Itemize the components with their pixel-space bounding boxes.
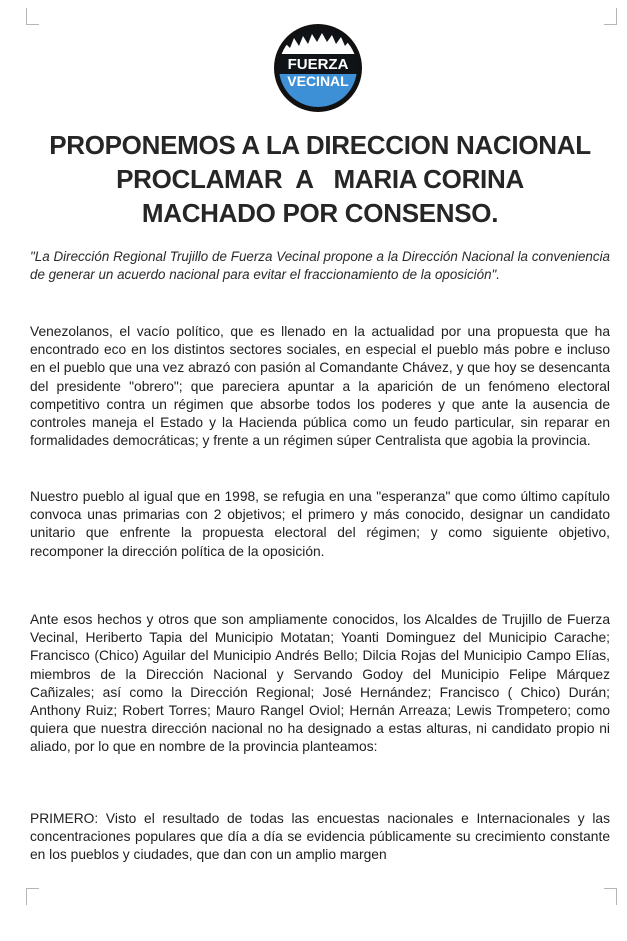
headline-line-2: PROCLAMAR A MARIA CORINA <box>116 164 524 194</box>
crop-mark-top-left <box>26 8 39 25</box>
logo-text-vecinal: VECINAL <box>287 73 349 89</box>
paragraph-primero: PRIMERO: Visto el resultado de todas las encuestas nacionales e Internacionales y las concentraciones populares que día a día se evidencia públicamente su crecimiento constante en los pueblos y ciudades, que dan con un amplio margen <box>30 811 610 863</box>
crop-mark-bottom-right <box>604 888 617 905</box>
fuerza-vecinal-logo <box>272 24 364 112</box>
crop-mark-top-right <box>604 8 617 25</box>
headline <box>20 128 620 230</box>
crop-mark-bottom-left <box>26 888 39 905</box>
headline-line-1: PROPONEMOS A LA DIRECCION NACIONAL <box>49 130 591 160</box>
paragraph-1: Venezolanos, el vacío político, que es llenado en la actualidad por una propuesta que ha encontrado eco en los distintos sectores sociales, en especial el pueblo más pobre e incluso en el pueblo que una vez abrazó con pasión al Comandante Chávez, y que hoy se desencanta del presidente "obrero"; que pareciera apuntar a la aparición de un fenómeno electoral competitivo contra un régimen que absorbe todos los poderes y que ante la ausencia de controles maneja el Estado y la Hacienda pública como un feudo particular, sin reparar en formalidades democráticas; y frente a un régimen súper Centralista que agobia la provincia. <box>30 324 610 449</box>
headline-line-3: MACHADO POR CONSENSO. <box>141 198 499 228</box>
intro-quote: "La Dirección Regional Trujillo de Fuerza Vecinal propone a la Dirección Nacional la conveniencia de generar un acuerdo nacional para evitar el fraccionamiento de la oposición". <box>30 249 610 282</box>
paragraph-3: Ante esos hechos y otros que son ampliamente conocidos, los Alcaldes de Trujillo de Fuerza Vecinal, Heriberto Tapia del Municipio Motatan; Yoanti Dominguez del Municipio Carache; Francisco (Chico) Aguilar del Municipio Andrés Bello; Dilcia Rojas del Municipio Campo Elías, miembros de la Dirección Nacional y Servando Godoy del Municipio Felipe Márquez Cañizales; así como la Dirección Regional; José Hernández; Francisco ( Chico) Durán; Anthony Ruiz; Robert Torres; Mauro Rangel Oviol; Hernán Arreaza; Lewis Trompetero; como quiera que nuestra dirección nacional no ha designado a estas alturas, ni candidato propio ni aliado, por lo que en nombre de la provincia planteamos: <box>30 612 610 755</box>
paragraph-2: Nuestro pueblo al igual que en 1998, se refugia en una "esperanza" que como último capítulo convoca unas primarias con 2 objetivos; el primero y más conocido, designar un candidato unitario que enfrente la propuesta electoral del régimen; y como siguiente objetivo, recomponer la dirección política de la oposición. <box>30 489 610 559</box>
logo-text-fuerza: FUERZA <box>287 56 349 73</box>
